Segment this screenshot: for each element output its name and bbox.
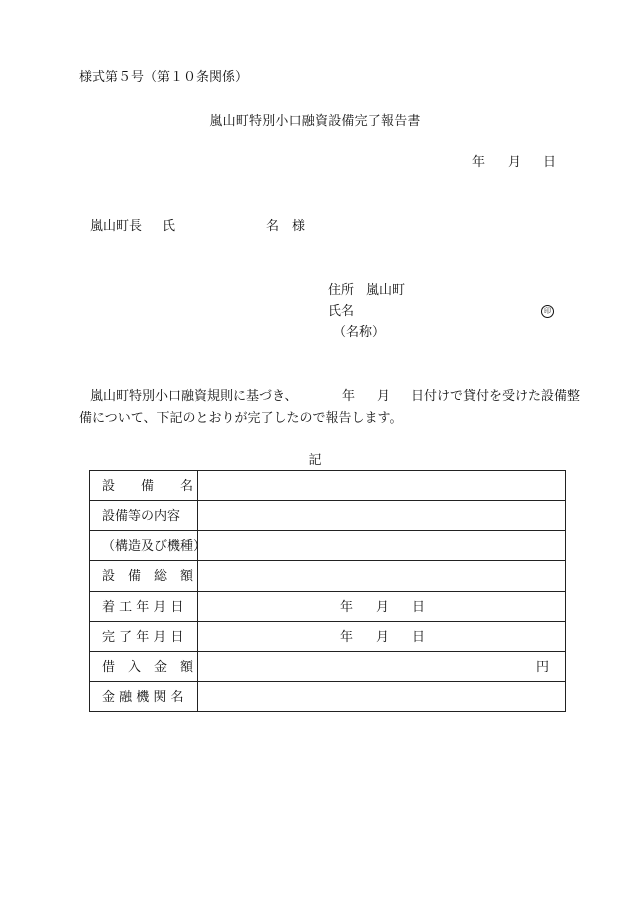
row-value-completion-date[interactable]: [198, 621, 566, 651]
row-label-equipment-name: 設 備 名: [90, 471, 198, 501]
row-value-equipment-content[interactable]: [198, 501, 566, 531]
row-value-structure-model[interactable]: [198, 531, 566, 561]
address-label: 住所: [328, 283, 355, 298]
table-row: [90, 561, 566, 591]
addressee-name-sama: 名 様: [266, 219, 306, 234]
table-row: [90, 651, 566, 681]
table-row: [90, 531, 566, 561]
start-date-month: 月: [376, 599, 390, 615]
table-row: [90, 621, 566, 651]
addressee-mayor: 嵐山町長: [90, 219, 143, 234]
table-row: [90, 591, 566, 621]
start-date-year: 年: [340, 599, 354, 615]
row-value-equipment-name[interactable]: [198, 471, 566, 501]
organization-name-label: （名称）: [333, 325, 386, 340]
address-value: 嵐山町: [366, 283, 406, 298]
body-text-month: 月: [377, 389, 391, 404]
ki-heading: 記: [308, 453, 322, 468]
row-value-start-date[interactable]: [198, 591, 566, 621]
seal-mark: 印: [541, 305, 554, 318]
body-text-year: 年: [342, 389, 356, 404]
row-value-financial-institution[interactable]: [198, 681, 566, 711]
row-label-completion-date: 完 了 年 月 日: [90, 621, 198, 651]
row-label-total-cost: 設 備 総 額: [90, 561, 198, 591]
body-text-line1-part2: 日付けで貸付を受けた設備整: [411, 389, 581, 404]
addressee-shi: 氏: [162, 219, 176, 234]
completion-date-month: 月: [376, 629, 390, 645]
completion-date-day: 日: [412, 629, 426, 645]
row-label-financial-institution: 金 融 機 関 名: [90, 681, 198, 711]
row-label-structure-model: （構造及び機種）: [90, 531, 198, 561]
report-date-month: 月: [508, 155, 522, 170]
report-date-year: 年: [472, 155, 486, 170]
detail-table: [89, 470, 566, 712]
table-row: [90, 681, 566, 711]
loan-amount-unit: 円: [536, 659, 550, 675]
row-label-equipment-content: 設備等の内容: [90, 501, 198, 531]
row-value-total-cost[interactable]: [198, 561, 566, 591]
body-text-line2: 備について、下記のとおりが完了したので報告します。: [79, 411, 403, 426]
row-label-loan-amount: 借 入 金 額: [90, 651, 198, 681]
body-text-line1-part1: 嵐山町特別小口融資規則に基づき、: [90, 389, 298, 404]
report-date-day: 日: [543, 155, 557, 170]
table-row: [90, 501, 566, 531]
table-row: [90, 471, 566, 501]
form-number: 様式第５号（第１０条関係）: [79, 70, 249, 85]
document-title: 嵐山町特別小口融資設備完了報告書: [209, 114, 421, 129]
row-label-start-date: 着 工 年 月 日: [90, 591, 198, 621]
name-label: 氏名: [328, 304, 355, 319]
start-date-day: 日: [412, 599, 426, 615]
row-value-loan-amount[interactable]: [198, 651, 566, 681]
completion-date-year: 年: [340, 629, 354, 645]
